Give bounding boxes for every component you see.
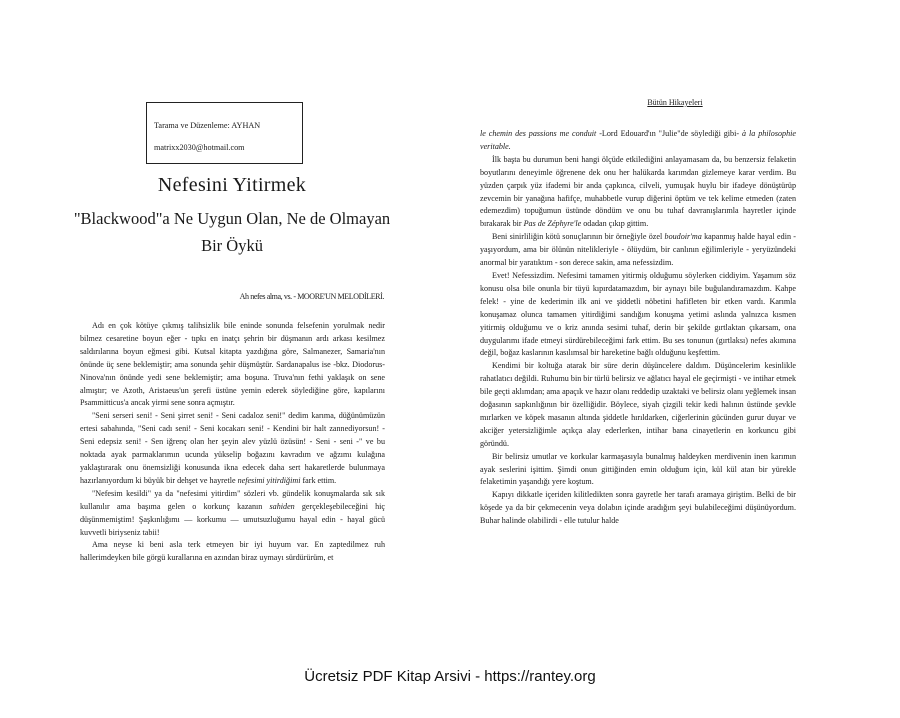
left-body-text [80, 320, 385, 565]
story-subtitle: "Blackwood"a Ne Uygun Olan, Ne de Olmayan Bir Öykü [73, 209, 391, 255]
credit-box [146, 102, 303, 164]
paragraph: le chemin des passions me conduit -Lord Edouard'ın "Julie"de söylediği gibi- à la philosophie veritable. [480, 129, 796, 151]
paragraph: İlk başta bu durumun beni hangi ölçüde etkilediğini anlayamasam da, bu benzersiz felaketin boyutlarını deneyimle öğrenene dek onu her halükarda karımdan gizlemeye karar verdim. Bu yüzden çarpık yüz ifademi bir anda çapkınca, cilveli, yumuşak huylu bir ifadeye dönüştürüp zevcemin bir yanağına hafifçe, muhabbetle vurup diğerini öptüm ve tek kelime etmeden (zaten edemezdim) topuğumun üstünde döndüm ve onu bu tuhaf davranışlarımla hayretler içinde bırakarak bir Pas de Zéphyre'le odadan çıkıp gittim. [480, 154, 796, 229]
story-title: Nefesini Yitirmek [157, 174, 307, 196]
credit-email: matrixx2030@hotmail.com [154, 143, 245, 152]
paragraph: "Seni serseri seni! - Seni şirret seni! - Seni cadaloz seni!" dedim karıma, düğünümüzün ertesi sabahında, "Seni cadı seni! - Seni kocakarı seni! - Kendini bir halt zannediyorsun! - Seni edepsiz seni! - Sen iğrenç olan her şeyin alev yüzlü özüsün! - Seni - seni -" ve bu noktada ayak parmaklarımın ucunda yükselip boğazını kavradım ve ağzımı kulağına yaklaştırarak onu önemsizliği konusunda ikna edecek daha sert hakaretlerde bulunmaya hazırlanıyordum ki büyük bir dehşet ve hayretle nefesimi yitirdiğimi fark ettim. [80, 411, 385, 485]
right-page [450, 0, 900, 660]
paragraph: Kendimi bir koltuğa atarak bir süre derin düşüncelere daldım. Düşüncelerim kesinlikle rahatlatıcı değildi. Ruhumu bin bir türlü belirsiz ve ağlatıcı hayal ele geçirmişti - ve intihar etmek bile geçti aklımdan; ama apaçık ve hazır olanı reddedip uzaktaki ve belirsiz olanı yeğlemek insan doğasının sapkınlığının bir özelliğidir. Böylece, siyah çizgili tekir kedi halının üstünde şevkle mırlarken ve köpek masanın altında şiddetle hırıldarken, ciğerlerinin gücünden gurur duyar ve akciğer yetersizliğimle açıkça alay ederlerken, intihar bana cinayetlerin en korkuncu gibi göründü. [480, 361, 796, 448]
paragraph: Adı en çok kötüye çıkmış talihsizlik bile eninde sonunda felsefenin yorulmak nedir bilmez cesaretine boyun eğer - tıpkı en inatçı şehrin bir düşmanın ardı arkası kesilmez saldırılarına boyun eğmesi gibi. Kutsal kitapta yazdığına göre, Salmanezer, Samaria'nın önünde üç sene beklemiştir; ama sonunda şehir düşmüştür. Sardanapalus ise -bkz. Diodorus- Ninova'nın önünde yedi sene beklemiştir; ama boşuna. Truva'nın fethi yaklaşık on sene almıştır; ve Azoth, Aristaeus'un şerefi üstüne yemin ederek söylediğine göre, kapılarını Psammitticus'a ancak yirmi sene sonra açmıştır. [80, 321, 385, 408]
paragraph: Kapıyı dikkatle içeriden kilitledikten sonra gayretle her tarafı aramaya giriştim. Belki de bir köşede ya da bir çekmecenin veya dolabın içinde aradığım şeyi bulabileceğimi düşünüyordum. Buhar halinde olabilirdi - elle tutulur halde [480, 490, 796, 526]
credit-line: Tarama ve Düzenleme: AYHAN [154, 121, 261, 130]
paragraph: Ama neyse ki beni asla terk etmeyen bir iyi huyum var. En zaptedilmez ruh hallerimdeyken bile görgü kurallarına en azından biraz uymayı sürdürürüm, et [80, 540, 385, 563]
paragraph: "Nefesim kesildi" ya da "nefesimi yitirdim" sözleri vb. gündelik konuşmalarda sık sık kullanılır ama başıma gelen o korkunç kazanın sahiden gerçekleşebileceğini hiç düşünmemiştim! Şaşkınlığımı — korkumu — umutsuzluğumu hayal edin - hayal gücü kuvvetli biriyseniz tabii! [80, 488, 386, 537]
paragraph: Bir belirsiz umutlar ve korkular karmaşasıyla bunalmış haldeyken merdivenin inen karımın ayak seslerini işittim. Şimdi onun gittiğinden emin olduğum için, kül kül atan bir yürekle felaketimin yaşandığı yere koştum. [480, 451, 796, 487]
footer-watermark: Ücretsiz PDF Kitap Arsivi - https://rantey.org [304, 668, 596, 685]
paragraph: Beni sinirliliğin kötü sonuçlarının bir örneğiyle özel boudoir'ma kapanmış halde hayal edin - yaşıyordum, ama bir ölünün nitelikleriyle - ölüydüm, bir canlının eğilimleriyle - yeryüzündeki anormal bir yaratıktım - son derece sakin, ama nefessizdim. [480, 232, 796, 268]
epigraph: Ah nefes alma, vs. - MOORE'UN MELODİLERİ. [239, 292, 384, 301]
right-body-text [480, 128, 796, 528]
left-page [0, 0, 450, 660]
running-head: Bütün Hikayeleri [647, 98, 703, 107]
paragraph: Evet! Nefessizdim. Nefesimi tamamen yitirmiş olduğumu söylerken ciddiyim. Yaşamım söz konusu olsa bile onunla bir tüyü kıpırdatamazdım, bir aynayı bile buğulandıramazdım. Kahpe felek! - yine de kederimin ilk ani ve şiddetli nöbetini hafifleten bir etken vardı. Karımla konuşamaz olunca tamamen yitirdiğimi sandığım konuşma yetimi aslında yalnızca kısmen yitirmiş olduğumu ve o kriz anında sesimi tuhaf, derin bir şekilde gırtlaktan çıkarsam, ona duygularımı ifade etmeyi sürdürebileceğimi fark ettim. Bu ses tonunun (gırtlaksı) nefes akımına değil, boğaz kaslarının kasılımsal bir hareketine bağlı olduğunu keşfettim. [480, 270, 796, 358]
